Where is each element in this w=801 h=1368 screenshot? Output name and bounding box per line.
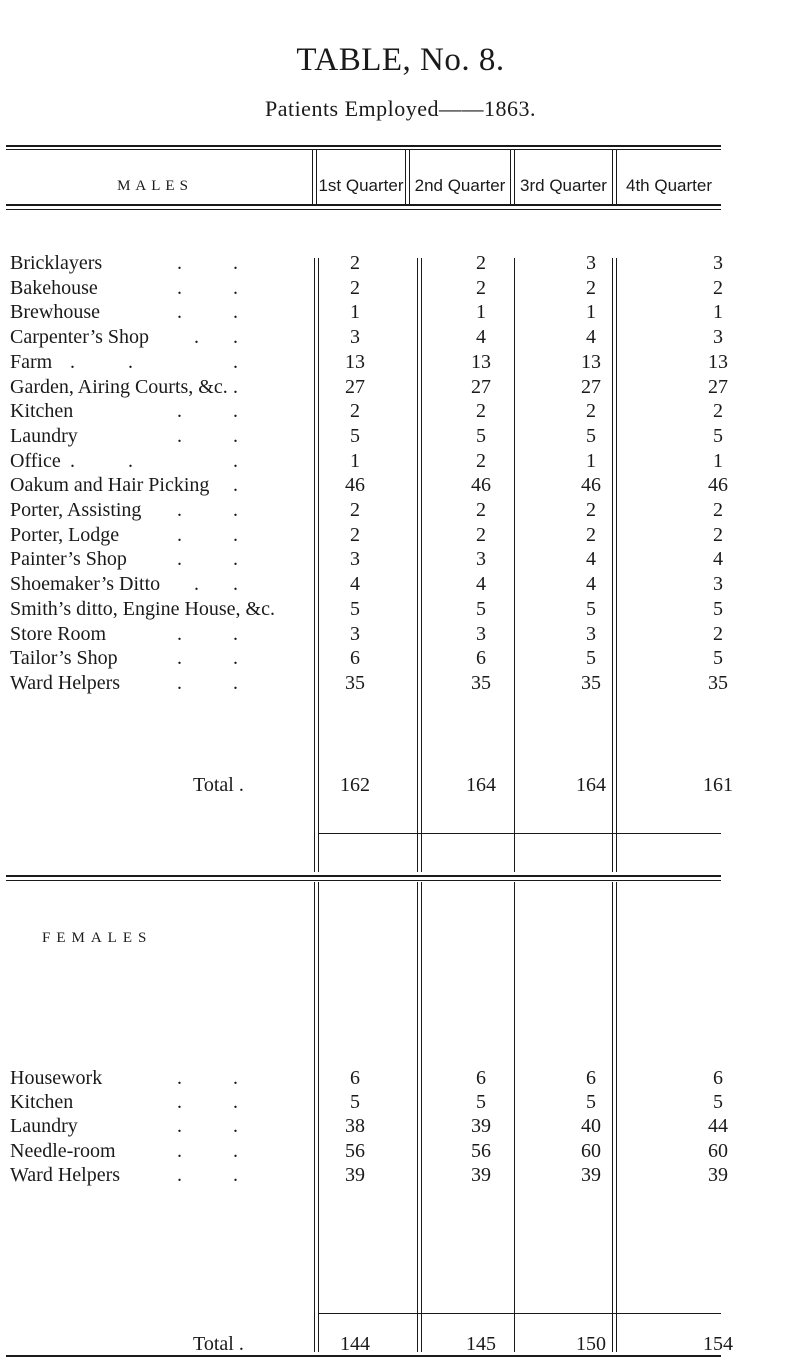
row-value-q3: 5 bbox=[586, 424, 596, 447]
header-q1: 1st Quarter bbox=[318, 176, 404, 195]
leader-dot: . bbox=[233, 449, 238, 472]
row-label: Carpenter’s Shop bbox=[10, 326, 150, 349]
row-value-q3: 60 bbox=[581, 1139, 601, 1162]
leader-dot: . bbox=[233, 523, 238, 546]
row-value-q2: 2 bbox=[476, 400, 486, 423]
row-label: Oakum and Hair Picking bbox=[10, 474, 210, 497]
leader-dot: . bbox=[177, 1163, 182, 1186]
leader-dot: . bbox=[233, 499, 238, 521]
row-value-q4: 27 bbox=[708, 375, 728, 398]
leader-dot: . bbox=[177, 671, 182, 694]
row-value-q1: 39 bbox=[345, 1163, 365, 1186]
table-row bbox=[0, 277, 801, 301]
row-value-q4: 2 bbox=[713, 622, 723, 645]
row-label: Painter’s Shop bbox=[10, 548, 127, 571]
row-value-q3: 1 bbox=[586, 449, 596, 472]
table-title: TABLE, No. 8. bbox=[296, 42, 505, 78]
row-value-q3: 46 bbox=[581, 474, 601, 497]
row-value-q3: 4 bbox=[586, 573, 596, 596]
row-value-q2: 27 bbox=[471, 375, 491, 398]
table-row bbox=[0, 400, 801, 424]
leader-dot: . bbox=[233, 350, 238, 373]
table-row bbox=[0, 252, 801, 276]
row-label: Farm bbox=[10, 350, 53, 373]
row-value-q2: 4 bbox=[476, 326, 486, 349]
leader-dot: . bbox=[70, 449, 75, 472]
females-total-q3: 150 bbox=[576, 1333, 606, 1355]
row-label: Office bbox=[10, 449, 61, 472]
females-total-q4: 154 bbox=[703, 1333, 733, 1355]
row-label: Porter, Assisting bbox=[10, 499, 142, 521]
leader-dot: . bbox=[70, 350, 75, 373]
row-label: Brewhouse bbox=[10, 301, 100, 324]
row-value-q3: 3 bbox=[586, 252, 596, 274]
row-value-q3: 5 bbox=[586, 647, 596, 670]
row-value-q1: 2 bbox=[350, 400, 360, 423]
leader-dot: . bbox=[233, 474, 238, 497]
leader-dot: . bbox=[233, 1091, 238, 1114]
table-row bbox=[0, 598, 801, 622]
row-value-q4: 3 bbox=[713, 573, 723, 596]
males-total-q2: 164 bbox=[466, 774, 496, 796]
leader-dot: . bbox=[177, 424, 182, 447]
row-value-q4: 5 bbox=[713, 424, 723, 447]
row-value-q1: 6 bbox=[350, 647, 360, 670]
row-label: Ward Helpers bbox=[10, 1163, 121, 1186]
leader-dot: . bbox=[128, 350, 133, 373]
leader-dot: . bbox=[233, 301, 238, 324]
row-value-q3: 3 bbox=[586, 622, 596, 645]
table-row bbox=[0, 301, 801, 325]
leader-dot: . bbox=[233, 326, 238, 349]
row-value-q4: 39 bbox=[708, 1163, 728, 1186]
row-value-q1: 6 bbox=[350, 1067, 360, 1089]
males-sum-rule bbox=[318, 833, 721, 834]
females-total-row bbox=[0, 1333, 801, 1357]
row-value-q1: 5 bbox=[350, 597, 360, 620]
header-rule bbox=[6, 204, 721, 206]
row-value-q1: 1 bbox=[350, 301, 360, 324]
row-value-q1: 4 bbox=[350, 573, 360, 596]
row-value-q4: 1 bbox=[713, 301, 723, 324]
row-value-q1: 38 bbox=[345, 1115, 365, 1138]
leader-dot: . bbox=[177, 1139, 182, 1162]
leader-dot: . bbox=[233, 671, 238, 694]
row-label: Bakehouse bbox=[10, 276, 98, 299]
row-value-q2: 5 bbox=[476, 424, 486, 447]
row-value-q3: 1 bbox=[586, 301, 596, 324]
table-row bbox=[0, 1091, 801, 1115]
row-label: Porter, Lodge bbox=[10, 523, 120, 546]
leader-dot: . bbox=[233, 375, 238, 398]
table-row bbox=[0, 1164, 801, 1188]
row-label: Smith’s ditto, Engine House, &c. bbox=[10, 597, 275, 620]
row-value-q2: 3 bbox=[476, 622, 486, 645]
row-value-q1: 13 bbox=[345, 350, 365, 373]
leader-dot: . bbox=[233, 252, 238, 274]
row-value-q3: 2 bbox=[586, 400, 596, 423]
row-value-q1: 2 bbox=[350, 499, 360, 521]
females-total-label: Total . bbox=[193, 1333, 244, 1355]
row-value-q1: 27 bbox=[345, 375, 365, 398]
header-q4: 4th Quarter bbox=[626, 176, 712, 195]
row-value-q4: 6 bbox=[713, 1067, 723, 1089]
row-value-q3: 2 bbox=[586, 523, 596, 546]
leader-dot: . bbox=[177, 647, 182, 670]
leader-dot: . bbox=[177, 622, 182, 645]
females-total-q2: 145 bbox=[466, 1333, 496, 1355]
row-value-q4: 4 bbox=[713, 548, 723, 571]
row-value-q1: 3 bbox=[350, 622, 360, 645]
males-total-text: Total bbox=[193, 774, 234, 796]
table-row bbox=[0, 326, 801, 350]
table-row bbox=[0, 1115, 801, 1139]
row-value-q3: 6 bbox=[586, 1067, 596, 1089]
row-label: Laundry bbox=[10, 1115, 78, 1138]
table-row bbox=[0, 425, 801, 449]
header-rule-thin bbox=[6, 209, 721, 210]
row-value-q1: 3 bbox=[350, 548, 360, 571]
males-total-row bbox=[0, 774, 801, 798]
table-row bbox=[0, 499, 801, 523]
row-label: Needle-room bbox=[10, 1139, 116, 1162]
leader-dot: . bbox=[233, 276, 238, 299]
row-value-q2: 39 bbox=[471, 1115, 491, 1138]
row-value-q1: 46 bbox=[345, 474, 365, 497]
row-label: Ward Helpers bbox=[10, 671, 121, 694]
table-row bbox=[0, 672, 801, 696]
header-q2: 2nd Quarter bbox=[414, 176, 506, 195]
row-value-q2: 2 bbox=[476, 252, 486, 274]
males-total-q3: 164 bbox=[576, 774, 606, 796]
row-value-q2: 39 bbox=[471, 1163, 491, 1186]
row-label: Housework bbox=[10, 1067, 103, 1089]
row-label: Bricklayers bbox=[10, 252, 103, 274]
leader-dot: . bbox=[233, 622, 238, 645]
row-value-q2: 13 bbox=[471, 350, 491, 373]
row-value-q1: 2 bbox=[350, 523, 360, 546]
row-value-q3: 35 bbox=[581, 671, 601, 694]
leader-dot: . bbox=[233, 1163, 238, 1186]
row-value-q4: 3 bbox=[713, 326, 723, 349]
table-row bbox=[0, 1067, 801, 1091]
row-value-q2: 46 bbox=[471, 474, 491, 497]
row-value-q1: 2 bbox=[350, 252, 360, 274]
leader-dot: . bbox=[128, 449, 133, 472]
row-value-q1: 5 bbox=[350, 1091, 360, 1114]
row-value-q4: 5 bbox=[713, 647, 723, 670]
table-row bbox=[0, 376, 801, 400]
leader-dot: . bbox=[177, 499, 182, 521]
row-value-q3: 5 bbox=[586, 1091, 596, 1114]
leader-dot: . bbox=[177, 548, 182, 571]
table-row bbox=[0, 450, 801, 474]
row-value-q4: 5 bbox=[713, 1091, 723, 1114]
section-rule-thin bbox=[6, 880, 721, 881]
leader-dot: . bbox=[177, 301, 182, 324]
section-rule bbox=[6, 875, 721, 877]
leader-dot: . bbox=[177, 1091, 182, 1114]
table-subtitle: Patients Employed——1863. bbox=[264, 96, 537, 121]
row-value-q4: 35 bbox=[708, 671, 728, 694]
row-value-q2: 5 bbox=[476, 597, 486, 620]
row-value-q3: 27 bbox=[581, 375, 601, 398]
leader-dot: . bbox=[177, 400, 182, 423]
leader-dot: . bbox=[194, 326, 199, 349]
row-value-q4: 2 bbox=[713, 499, 723, 521]
leader-dot: . bbox=[177, 276, 182, 299]
row-label: Kitchen bbox=[10, 1091, 74, 1114]
table-row bbox=[0, 548, 801, 572]
top-rule bbox=[6, 145, 721, 147]
row-label: Tailor’s Shop bbox=[10, 647, 118, 670]
row-label: Shoemaker’s Ditto bbox=[10, 573, 161, 596]
females-sum-rule bbox=[318, 1313, 721, 1314]
females-total-text: Total bbox=[193, 1333, 234, 1355]
row-label: Store Room bbox=[10, 622, 107, 645]
row-value-q4: 13 bbox=[708, 350, 728, 373]
row-value-q3: 13 bbox=[581, 350, 601, 373]
row-value-q1: 2 bbox=[350, 276, 360, 299]
row-value-q2: 2 bbox=[476, 449, 486, 472]
row-value-q4: 1 bbox=[713, 449, 723, 472]
males-total-label: Total . bbox=[193, 774, 244, 796]
leader-dot: . bbox=[233, 1067, 238, 1089]
row-value-q2: 6 bbox=[476, 1067, 486, 1089]
males-total-q1: 162 bbox=[340, 774, 370, 796]
row-value-q2: 4 bbox=[476, 573, 486, 596]
leader-dot: . bbox=[177, 1067, 182, 1089]
table-row bbox=[0, 524, 801, 548]
row-value-q2: 35 bbox=[471, 671, 491, 694]
leader-dot: . bbox=[233, 1115, 238, 1138]
row-value-q4: 60 bbox=[708, 1139, 728, 1162]
row-value-q3: 39 bbox=[581, 1163, 601, 1186]
row-value-q4: 2 bbox=[713, 523, 723, 546]
row-value-q3: 40 bbox=[581, 1115, 601, 1138]
leader-dot: . bbox=[177, 1115, 182, 1138]
leader-dot: . bbox=[194, 573, 199, 596]
row-label: Laundry bbox=[10, 424, 78, 447]
table-row bbox=[0, 351, 801, 375]
row-value-q3: 4 bbox=[586, 326, 596, 349]
leader-dot: . bbox=[233, 573, 238, 596]
row-value-q3: 5 bbox=[586, 597, 596, 620]
males-total-q4: 161 bbox=[703, 774, 733, 796]
table-row bbox=[0, 474, 801, 498]
leader-dot: . bbox=[233, 1139, 238, 1162]
table-row bbox=[0, 1140, 801, 1164]
col-divider bbox=[312, 150, 313, 204]
table-row bbox=[0, 573, 801, 597]
row-value-q3: 4 bbox=[586, 548, 596, 571]
row-value-q4: 2 bbox=[713, 276, 723, 299]
row-value-q2: 5 bbox=[476, 1091, 486, 1114]
header-males: MALES bbox=[117, 178, 193, 194]
row-value-q1: 35 bbox=[345, 671, 365, 694]
row-value-q2: 2 bbox=[476, 523, 486, 546]
table-row bbox=[0, 623, 801, 647]
row-value-q4: 46 bbox=[708, 474, 728, 497]
leader-dot: . bbox=[177, 252, 182, 274]
leader-dot: . bbox=[233, 647, 238, 670]
row-value-q2: 6 bbox=[476, 647, 486, 670]
leader-dot: . bbox=[177, 523, 182, 546]
row-value-q1: 3 bbox=[350, 326, 360, 349]
row-value-q2: 3 bbox=[476, 548, 486, 571]
top-rule-thin bbox=[6, 149, 721, 150]
row-value-q3: 2 bbox=[586, 499, 596, 521]
row-value-q2: 2 bbox=[476, 499, 486, 521]
row-value-q3: 2 bbox=[586, 276, 596, 299]
leader-dot: . bbox=[233, 548, 238, 571]
row-value-q1: 1 bbox=[350, 449, 360, 472]
row-value-q4: 3 bbox=[713, 252, 723, 274]
females-heading: FEMALES bbox=[42, 930, 153, 946]
row-value-q2: 1 bbox=[476, 301, 486, 324]
row-value-q4: 44 bbox=[708, 1115, 728, 1138]
row-value-q1: 5 bbox=[350, 424, 360, 447]
row-value-q1: 56 bbox=[345, 1139, 365, 1162]
leader-dot: . bbox=[233, 400, 238, 423]
row-value-q4: 5 bbox=[713, 597, 723, 620]
females-total-q1: 144 bbox=[340, 1333, 370, 1355]
leader-dot: . bbox=[233, 424, 238, 447]
row-value-q2: 2 bbox=[476, 276, 486, 299]
row-label: Garden, Airing Courts, &c. bbox=[10, 375, 228, 398]
row-value-q4: 2 bbox=[713, 400, 723, 423]
header-q3: 3rd Quarter bbox=[520, 176, 607, 195]
table-row bbox=[0, 647, 801, 671]
row-label: Kitchen bbox=[10, 400, 74, 423]
row-value-q2: 56 bbox=[471, 1139, 491, 1162]
